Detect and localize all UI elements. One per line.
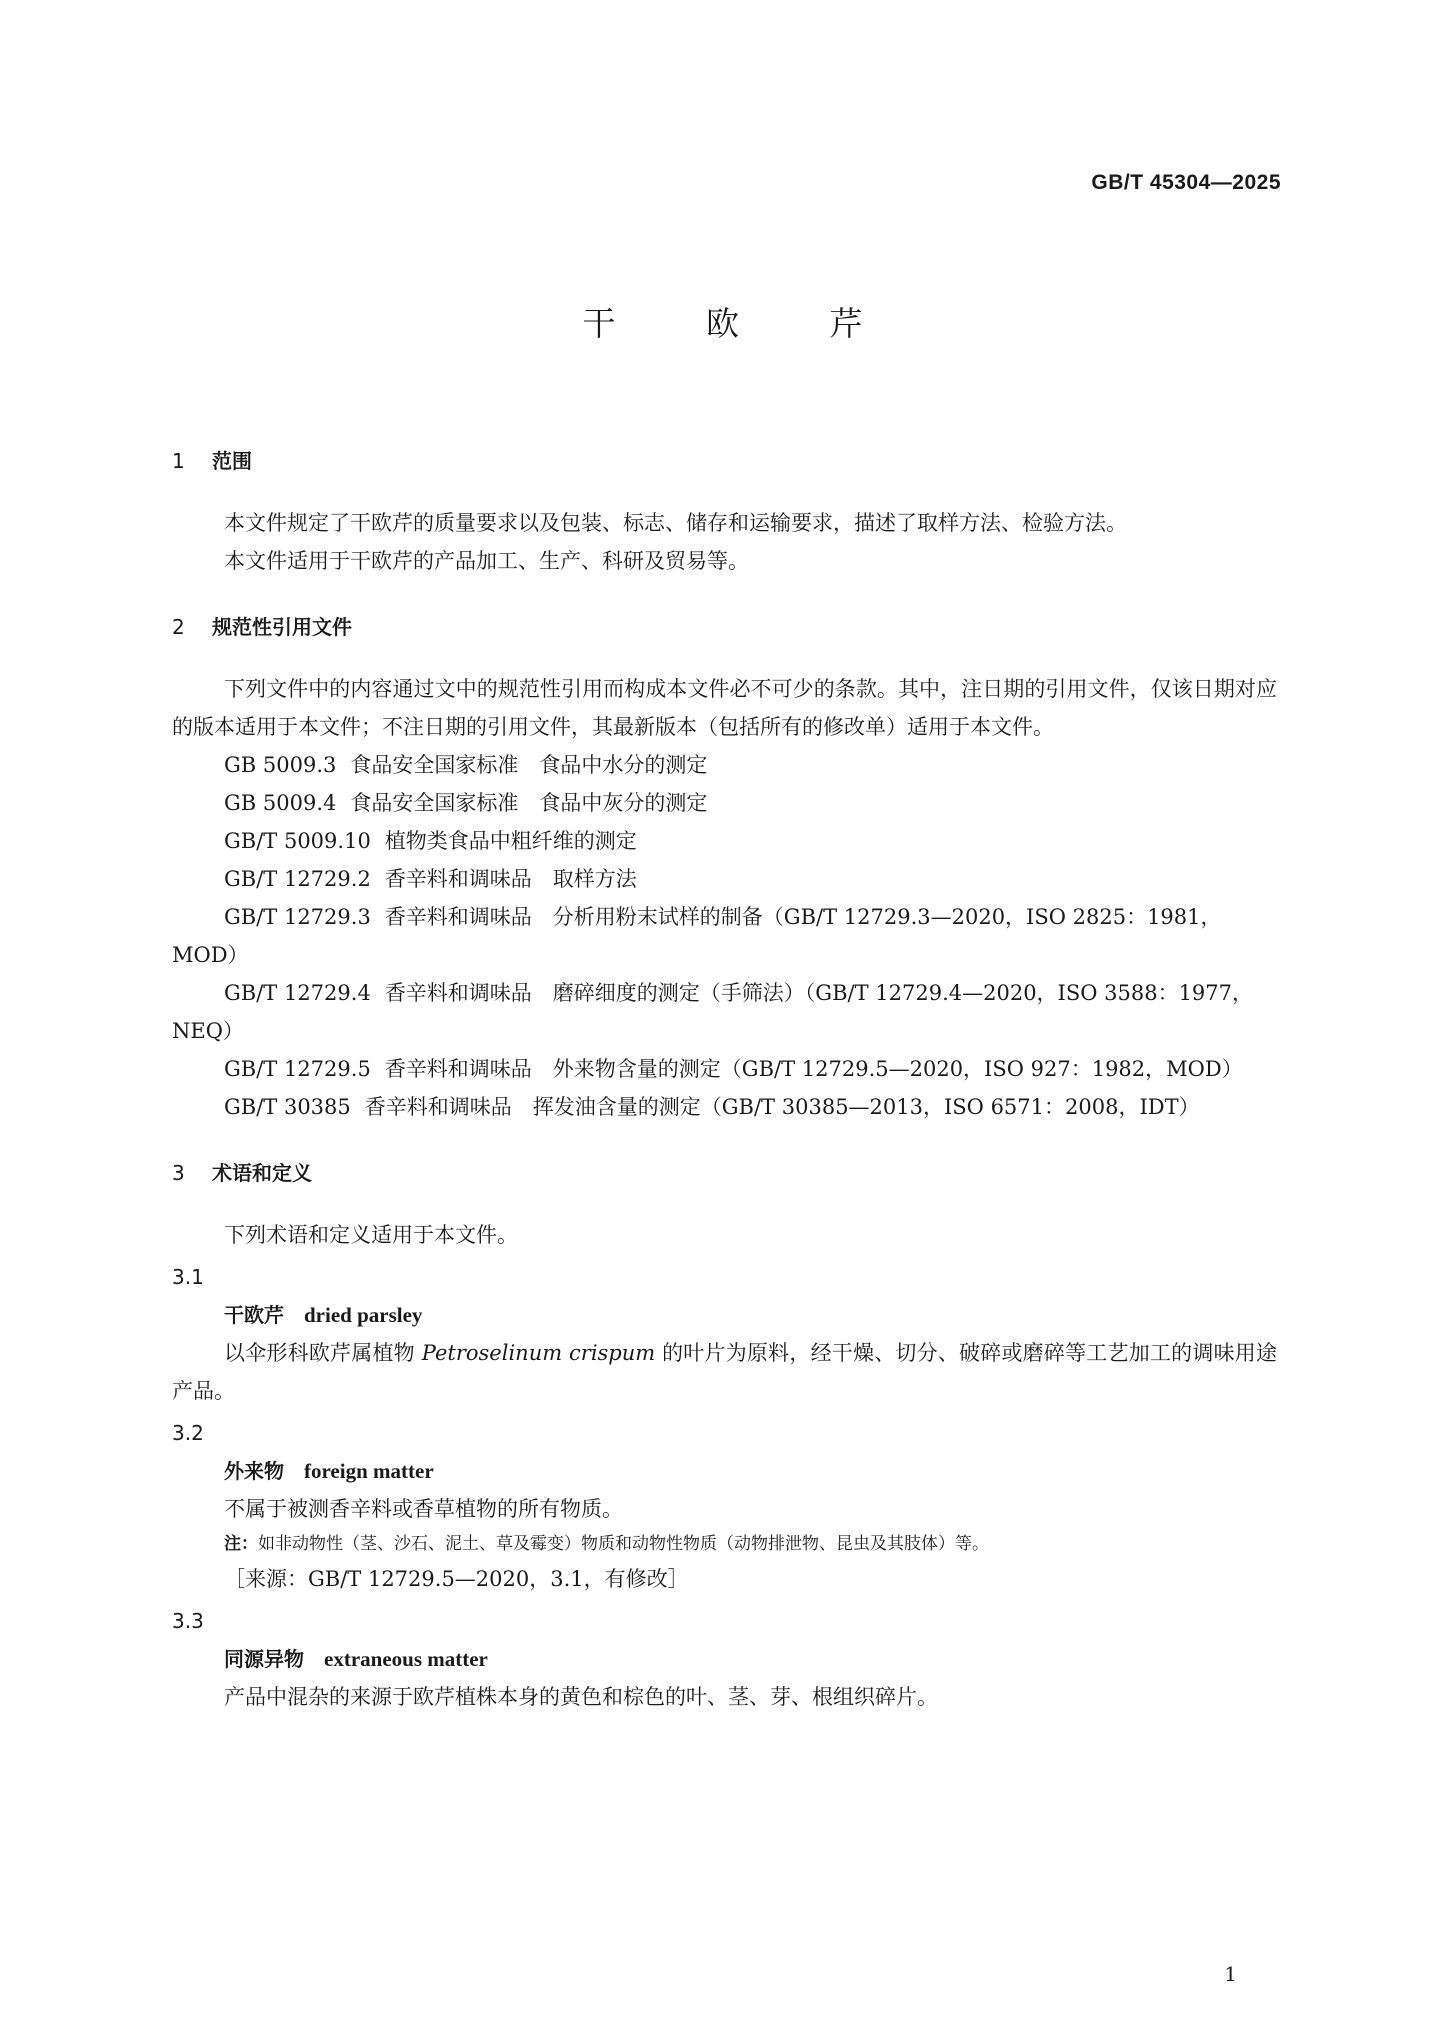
term-definition (172, 1334, 1277, 1410)
reference-title: 食品安全国家标准 食品中灰分的测定 (350, 791, 708, 815)
term-chinese: 同源异物 (224, 1647, 304, 1671)
section-number: 3 (172, 1161, 185, 1185)
section-number: 2 (172, 615, 185, 639)
reference-item (172, 1050, 1277, 1088)
reference-code: GB 5009.4 (224, 791, 337, 815)
definition-text: 以伞形科欧芹属植物 (224, 1341, 422, 1365)
reference-title: 食品安全国家标准 食品中水分的测定 (350, 753, 708, 777)
section-heading-scope (172, 442, 1277, 480)
reference-title: 香辛料和调味品 取样方法 (384, 867, 637, 891)
document-title: 干 欧 芹 (582, 304, 903, 343)
term-chinese: 干欧芹 (224, 1303, 284, 1327)
term-heading (172, 1296, 1277, 1334)
term-note (172, 1528, 1277, 1560)
document-body (172, 430, 1277, 1716)
term-english: extraneous matter (324, 1647, 488, 1671)
term-chinese: 外来物 (224, 1459, 284, 1483)
section-title: 术语和定义 (212, 1161, 312, 1185)
note-label: 注： (224, 1534, 258, 1554)
term-source: ［来源：GB/T 12729.5—2020，3.1，有修改］ (224, 1567, 689, 1591)
section-heading-normative-references (172, 608, 1277, 646)
paragraph: 下列术语和定义适用于本文件。 (224, 1223, 518, 1247)
term-number: 3.1 (172, 1265, 204, 1289)
reference-item (172, 784, 1277, 822)
term-definition: 不属于被测香辛料或香草植物的所有物质。 (224, 1497, 623, 1521)
term-heading (172, 1640, 1277, 1678)
standard-number: GB/T 45304—2025 (1091, 171, 1281, 194)
reference-code: GB/T 12729.5 (224, 1057, 371, 1081)
reference-item (172, 898, 1277, 974)
term-number: 3.3 (172, 1609, 204, 1633)
reference-item (172, 746, 1277, 784)
reference-code: GB/T 5009.10 (224, 829, 371, 853)
reference-title: 香辛料和调味品 磨碎细度的测定（手筛法）（GB/T 12729.4—2020，ISO 3588：1977，NEQ） (172, 981, 1254, 1043)
reference-title: 香辛料和调味品 外来物含量的测定（GB/T 12729.5—2020，ISO 927：1982，MOD） (384, 1057, 1243, 1081)
paragraph: 本文件规定了干欧芹的质量要求以及包装、标志、储存和运输要求，描述了取样方法、检验方法。 (224, 511, 1127, 535)
section-number: 1 (172, 449, 185, 473)
reference-code: GB/T 12729.2 (224, 867, 371, 891)
term-english: dried parsley (304, 1303, 423, 1327)
reference-item (172, 1088, 1277, 1126)
term-heading (172, 1452, 1277, 1490)
reference-title: 香辛料和调味品 分析用粉末试样的制备（GB/T 12729.3—2020，ISO 2825：1981，MOD） (172, 905, 1222, 967)
reference-code: GB/T 12729.4 (224, 981, 371, 1005)
section-title: 规范性引用文件 (212, 615, 352, 639)
paragraph: 本文件适用于干欧芹的产品加工、生产、科研及贸易等。 (224, 549, 749, 573)
term-number: 3.2 (172, 1421, 204, 1445)
scientific-name: Petroselinum crispum (421, 1341, 656, 1365)
term-definition: 产品中混杂的来源于欧芹植株本身的黄色和棕色的叶、茎、芽、根组织碎片。 (224, 1685, 938, 1709)
reference-item (172, 822, 1277, 860)
reference-title: 植物类食品中粗纤维的测定 (384, 829, 637, 853)
reference-code: GB/T 30385 (224, 1095, 351, 1119)
reference-item (172, 974, 1277, 1050)
paragraph: 下列文件中的内容通过文中的规范性引用而构成本文件必不可少的条款。其中，注日期的引用文件，仅该日期对应的版本适用于本文件；不注日期的引用文件，其最新版本（包括所有的修改单）适用于本文件。 (172, 677, 1277, 739)
definition-text: 的叶片为原料，经干燥、切分、破碎或磨碎等工艺加工的调味用途产品。 (172, 1341, 1277, 1403)
reference-code: GB/T 12729.3 (224, 905, 371, 929)
term-english: foreign matter (304, 1459, 434, 1483)
reference-item (172, 860, 1277, 898)
reference-code: GB 5009.3 (224, 753, 337, 777)
page-number: 1 (1224, 1962, 1237, 1986)
section-heading-terms-definitions (172, 1154, 1277, 1192)
note-text: 如非动物性（茎、沙石、泥土、草及霉变）物质和动物性物质（动物排泄物、昆虫及其肢体）等。 (258, 1534, 989, 1554)
section-title: 范围 (212, 449, 252, 473)
reference-title: 香辛料和调味品 挥发油含量的测定（GB/T 30385—2013，ISO 6571：2008，IDT） (364, 1095, 1200, 1119)
